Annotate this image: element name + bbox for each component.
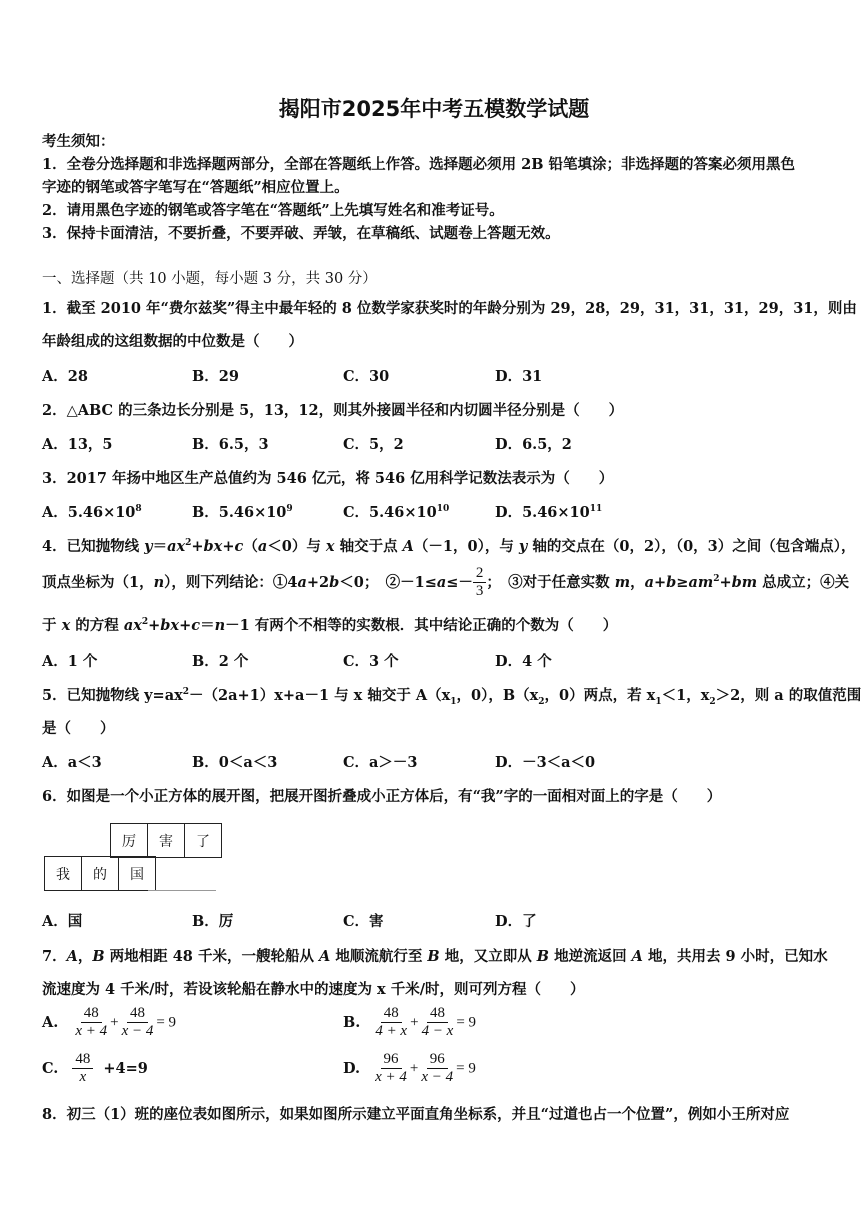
notice-item-2: 2．请用黑色字迹的钢笔或答字笔在“答题纸”上先填写姓名和准考证号。 [42,202,504,219]
q4-line-3: 于 x 的方程 $ax^2+bx+c=n-1$ 有两个不相等的实数根．其中结论正确的个数为（ ） [42,617,618,634]
q4-option-a[interactable]: A．1 个 [42,653,98,670]
notice-item-1a: 1．全卷分选择题和非选择题两部分，全部在答题纸上作答。选择题必须用 2B 铅笔填涂；非选择题的答案必须用黑色 [42,156,796,173]
q7-line-1: 7．A，B 两地相距 48 千米，一艘轮船从 A 地顺流航行至 B 地，又立即从 B 地逆流返回 A 地，共用去 9 小时，已知水 [42,948,828,965]
q7-option-c[interactable]: C. $\frac{48}{x}$ +4=9 [42,1051,148,1086]
q5-option-c[interactable]: C．a＞－3 [343,754,418,771]
q7-option-a[interactable]: A. $\frac{48}{x + 4}$ + $\frac{48}{x - 4}$ = 9 [42,1005,177,1040]
cube-face: 我 [45,857,82,891]
q7-line-2: 流速度为 4 千米/时，若设该轮船在静水中的速度为 x 千米/时，则可列方程（ ） [42,981,585,998]
cube-face: 厉 [111,824,148,858]
q1-option-c[interactable]: C．30 [343,368,390,385]
q2-option-c[interactable]: C．5，2 [343,436,404,453]
cube-net-bottom [44,856,156,891]
notice-heading: 考生须知： [42,133,115,150]
q4-option-c[interactable]: C．3 个 [343,653,399,670]
q4-frac-num: 2 [473,565,487,583]
q2-option-d[interactable]: D．6.5，2 [495,436,572,453]
q2-option-b[interactable]: B．6.5，3 [192,436,269,453]
q6-option-c[interactable]: C．害 [343,913,384,930]
q1-line-2: 年龄组成的这组数据的中位数是（ ） [42,333,303,350]
notice-item-3: 3．保持卡面清洁，不要折叠，不要弄破、弄皱，在草稿纸、试题卷上答题无效。 [42,225,560,242]
cube-face: 的 [82,857,119,891]
q3-option-a[interactable]: A．$5.46\times 10^8$ [42,504,142,521]
q4-option-d[interactable]: D．4 个 [495,653,552,670]
q6-line-1: 6．如图是一个小正方体的展开图，把展开图折叠成小正方体后，有“我”字的一面相对面上的字是（ ） [42,788,722,805]
q6-option-b[interactable]: B．厉 [192,913,234,930]
q5-option-b[interactable]: B．0＜a＜3 [192,754,278,771]
q1-option-a[interactable]: A．28 [42,368,88,385]
section-heading: 一、选择题（共 10 小题，每小题 3 分，共 30 分） [42,271,377,287]
q6-option-a[interactable]: A．国 [42,913,83,930]
q1-line-1: 1．截至 2010 年“费尔兹奖”得主中最年轻的 8 位数学家获奖时的年龄分别为 29，28，29，31，31，31，29，31，则由 [42,300,857,317]
q7-option-b[interactable]: B. $\frac{48}{4 + x}$ + $\frac{48}{4 - x}$ = 9 [343,1005,477,1040]
q3-option-c[interactable]: C．$5.46\times 10^{10}$ [343,504,450,521]
q4-line-1: 4．已知抛物线 $y=ax^2+bx+c(a<0)$与 x 轴交于点 A（－1，0），与 y 轴的交点在（0，2），（0，3）之间（包含端点）， [42,538,856,555]
q2-line-1: 2．△ABC 的三条边长分别是 5，13，12，则其外接圆半径和内切圆半径分别是（ ） [42,402,624,419]
q7-option-d[interactable]: D. $\frac{96}{x + 4}$ + $\frac{96}{x - 4}$ = 9 [343,1051,476,1086]
q1-option-b[interactable]: B．29 [192,368,239,385]
page-title: 揭阳市2025年中考五模数学试题 [278,97,590,121]
q5-line-1: 5．已知抛物线 $y=ax^2-(2a+1)x+a-1$ 与 x 轴交于 $A(x_1$，0），$B(x_2$，0）两点，若 $x_1<1$，$x_2>2$，则 a 的取值范围 [42,687,862,707]
cube-face: 国 [119,857,156,891]
cube-face: 害 [148,824,185,858]
cube-net-top [110,823,222,858]
q4-frac-den: 3 [475,583,484,600]
q5-option-a[interactable]: A．a＜3 [42,754,102,771]
cube-net-baseline [148,890,216,891]
q8-line-1: 8．初三（1）班的座位表如图所示，如果如图所示建立平面直角坐标系，并且“过道也占一个位置”，例如小王所对应 [42,1106,790,1123]
notice-item-1b: 字迹的钢笔或答字笔写在“答题纸”相应位置上。 [42,179,349,196]
q4-option-b[interactable]: B．2 个 [192,653,249,670]
cube-face: 了 [185,824,222,858]
q2-option-a[interactable]: A．13，5 [42,436,113,453]
q3-line-1: 3．2017 年扬中地区生产总值约为 546 亿元，将 546 亿用科学记数法表示为（ ） [42,470,614,487]
q4-line-2: 顶点坐标为（1，n），则下列结论：①4a+2b＜0； ②－1≤a≤－ $\frac{2}{3}$ ； ③对于任意实数 m，$a+b\ge am^2+bm$ 总成立；④关 [42,565,850,600]
q3-option-b[interactable]: B．$5.46\times 10^9$ [192,504,293,521]
q5-option-d[interactable]: D．－3＜a＜0 [495,754,596,771]
q5-line-2: 是（ ） [42,720,115,737]
q6-option-d[interactable]: D．了 [495,913,537,930]
q3-option-d[interactable]: D．$5.46\times 10^{11}$ [495,504,603,521]
q1-option-d[interactable]: D．31 [495,368,543,385]
